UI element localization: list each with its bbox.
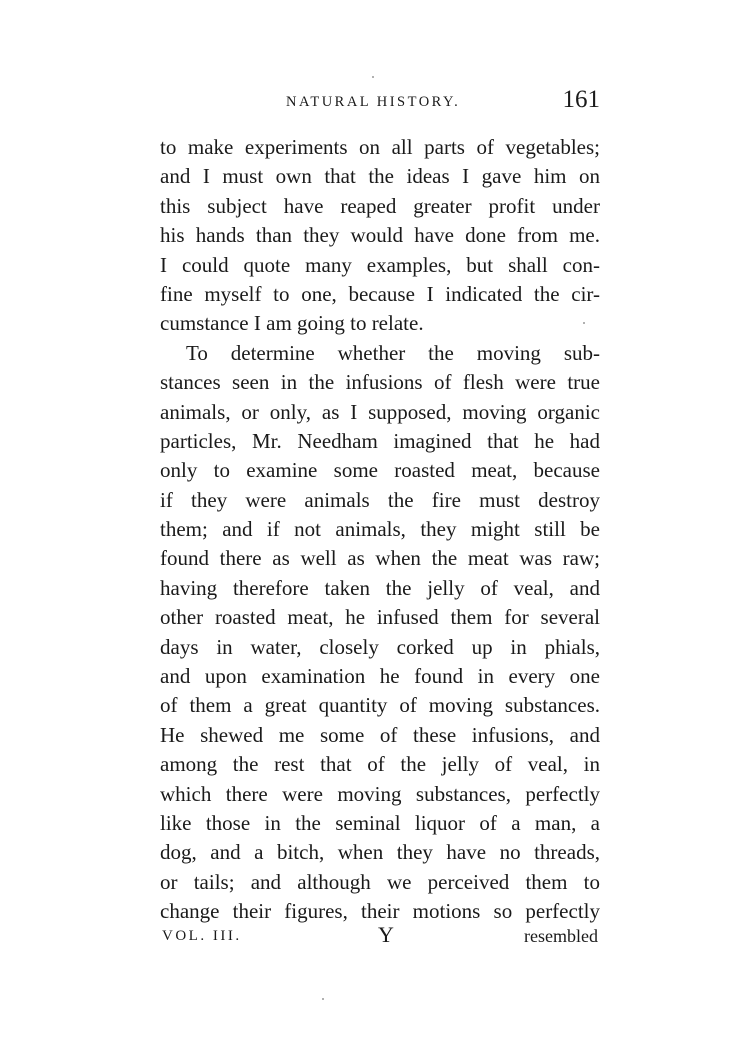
text-line: To determine whether the moving sub- (186, 340, 600, 365)
text-line: his hands than they would have done from me. (160, 223, 600, 248)
text-line: cumstance I am going to relate. (160, 311, 424, 336)
running-head (160, 86, 600, 120)
text-line: change their figures, their motions so perfectly (160, 899, 600, 924)
page-number: 161 (562, 86, 600, 113)
text-line: I could quote many examples, but shall con- (160, 252, 600, 277)
text-line: other roasted meat, he infused them for several (160, 605, 600, 630)
text-line: dog, and a bitch, when they have no threads, (160, 840, 600, 865)
text-line: days in water, closely corked up in phials, (160, 634, 600, 659)
running-title: NATURAL HISTORY. (286, 94, 461, 110)
text-line: or tails; and although we perceived them to (160, 869, 600, 894)
text-line: if they were animals the fire must destroy (160, 487, 600, 512)
text-line: them; and if not animals, they might still be (160, 517, 600, 542)
paper-speck (372, 76, 374, 78)
text-line: stances seen in the infusions of flesh were true (160, 370, 600, 395)
text-line: He shewed me some of these infusions, and (160, 722, 600, 747)
paper-speck (322, 998, 324, 1000)
text-line: this subject have reaped greater profit under (160, 193, 600, 218)
text-line: among the rest that of the jelly of veal, in (160, 752, 600, 777)
volume-mark: VOL. III. (162, 928, 242, 944)
text-line: which there were moving substances, perfectly (160, 781, 600, 806)
text-line: animals, or only, as I supposed, moving organic (160, 399, 600, 424)
text-line: fine myself to one, because I indicated the cir- (160, 281, 600, 306)
text-line: of them a great quantity of moving substances. (160, 693, 600, 718)
text-line: only to examine some roasted meat, because (160, 458, 600, 483)
text-line: to make experiments on all parts of vegetables; (160, 135, 600, 159)
page-footer (160, 922, 600, 952)
text-line: and upon examination he found in every one (160, 664, 600, 689)
text-line: like those in the seminal liquor of a man, a (160, 810, 600, 835)
text-line: particles, Mr. Needham imagined that he had (160, 428, 600, 453)
text-line: having therefore taken the jelly of veal, and (160, 575, 600, 600)
text-line: and I must own that the ideas I gave him on (160, 164, 600, 189)
text-line: found there as well as when the meat was raw; (160, 546, 600, 571)
paper-speck (583, 322, 585, 324)
signature-mark: Y (378, 922, 394, 947)
catchword: resembled (524, 926, 598, 946)
body-text (160, 133, 600, 927)
